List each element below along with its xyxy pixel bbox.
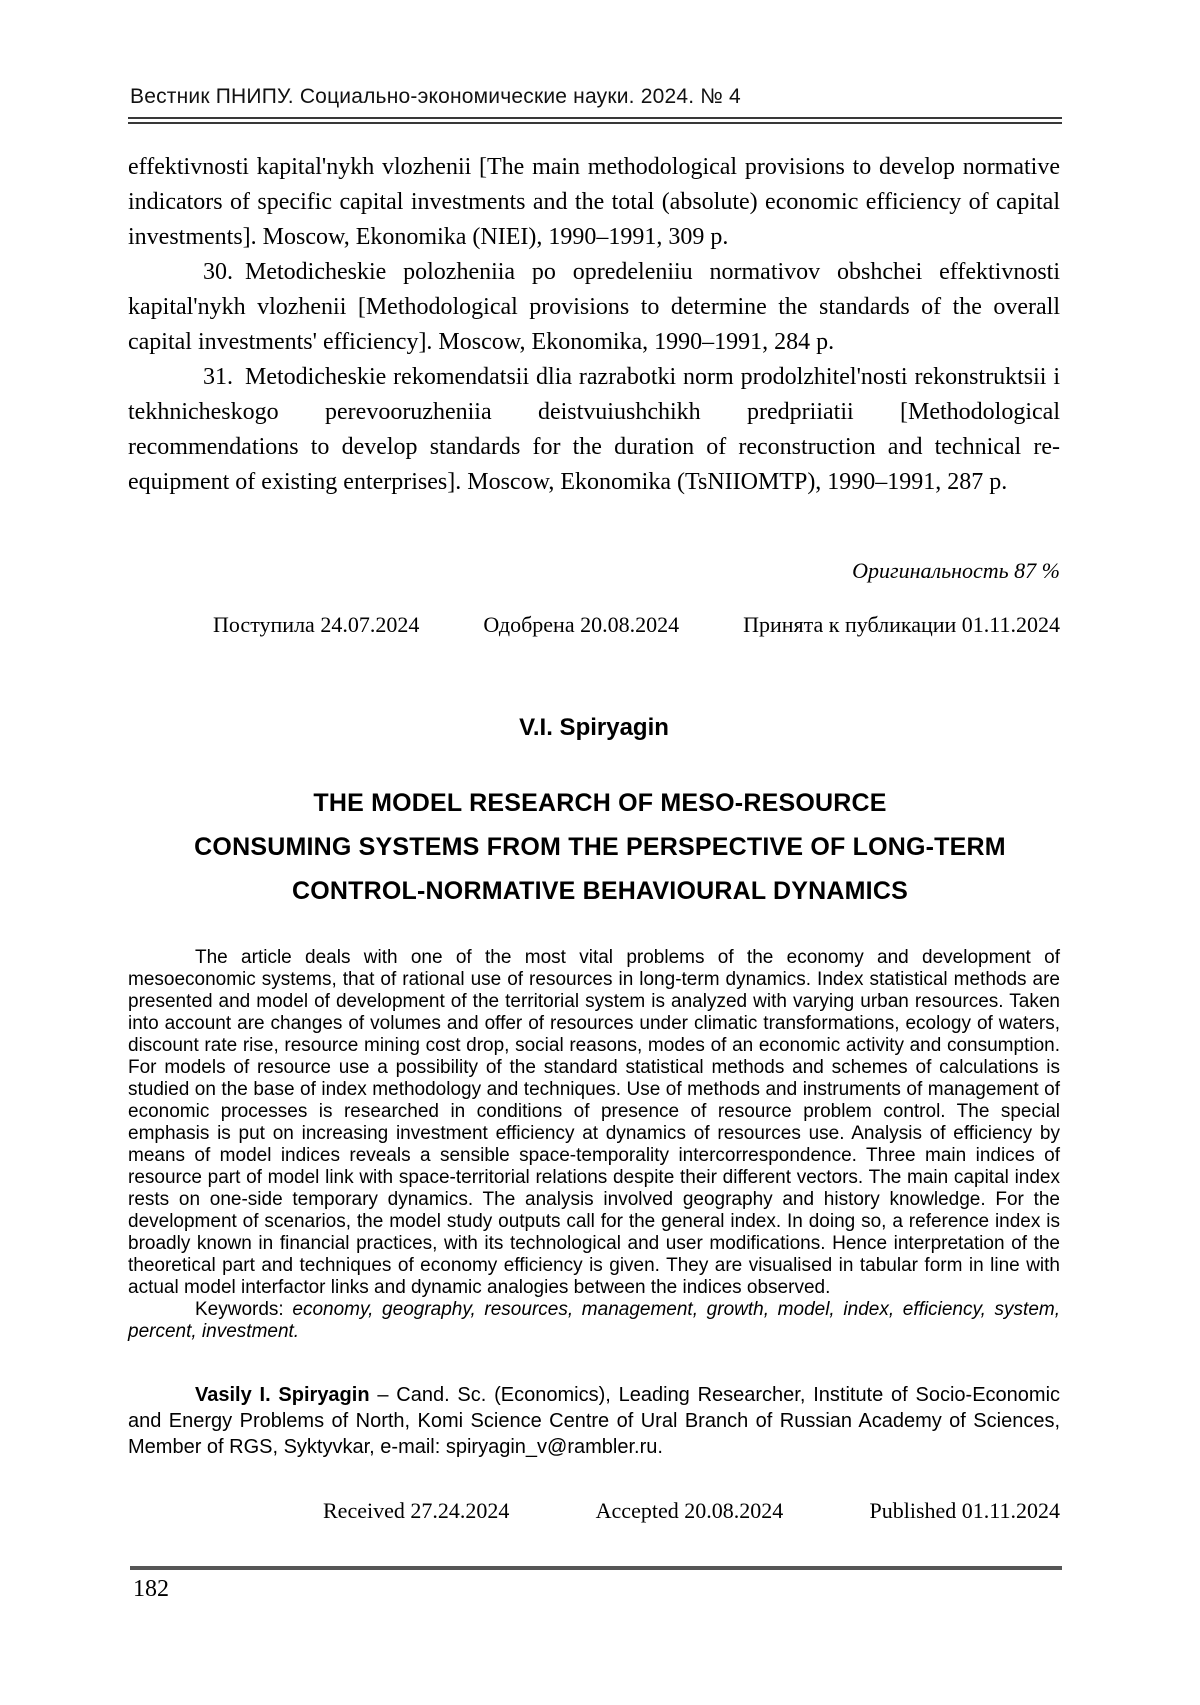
abstract-paragraph: The article deals with one of the most vital problems of the economy and development of mesoeconomic systems, that of rational use of resources in long-term dynamics. Index statistical methods are presented and model of development of the territorial system is analyzed with varying urban resources. Taken into account are changes of volumes and offer of resources under climatic transformations, ecology of waters, discount rate rise, resource mining cost drop, social reasons, modes of an economic activity and consumption. For models of resource use a possibility of the standard statistical methods and schemes of calculations is studied on the base of index methodology and techniques. Use of methods and instruments of management of economic processes is researched in conditions of presence of resource problem control. The special emphasis is put on increasing investment efficiency at dynamics of resources use. Analysis of efficiency by means of model indices reveals a sensible space-temporality intercorrespondence. Three main indices of resource part of model link with space-territorial relations despite their different vectors. The main capital index rests on one-side temporary dynamics. The analysis involved geography and history knowledge. For the development of scenarios, the model study outputs call for the general index. In doing so, a reference index is broadly known in financial practices, with its technological and user modifications. Hence interpretation of the theoretical part and techniques of economy efficiency is given. They are visualised in tabular form in line with actual model interfactor links and dynamic analogies between the indices observed.	[128, 947, 1060, 1298]
abstract-block	[128, 947, 1060, 1343]
references-section	[128, 150, 1060, 500]
reference-item: effektivnosti kapital'nykh vlozhenii [The main methodological provisions to develop normative indicators of specific capital investments and the total (absolute) economic efficiency of capital investments]. Moscow, Ekonomika (NIEI), 1990–1991, 309 p.	[128, 154, 1060, 250]
title-line-1: THE MODEL RESEARCH OF MESO-RESOURCE	[313, 789, 887, 817]
reference-item: 30. Metodicheskie polozheniia po opredeleniiu normativov obshchei effektivnosti kapital'nykh vlozhenii [Methodological provisions to determine the standards of the overall capital investments' efficiency]. Moscow, Ekonomika, 1990–1991, 284 p.	[128, 259, 1060, 355]
date-published-en: Published 01.11.2024	[869, 1498, 1060, 1523]
submission-dates-row	[128, 612, 1060, 638]
originality-note: Оригинальность 87 %	[852, 558, 1060, 583]
author-name: V.I. Spiryagin	[519, 714, 669, 741]
keywords-label: Keywords:	[195, 1299, 284, 1320]
keywords-paragraph	[128, 1299, 1060, 1343]
bio-details: – Cand. Sc. (Economics), Leading Researcher, Institute of Socio-Economic and Energy Problems of North, Komi Science Centre of Ural Branch of Russian Academy of Sciences, Member of RGS, Syktyvkar, e-mail: spiryagin_v@rambler.ru.	[128, 1384, 1061, 1458]
title-line-3: CONTROL-NORMATIVE BEHAVIOURAL DYNAMICS	[292, 877, 908, 905]
publication-dates-row	[128, 1498, 1060, 1524]
date-approved-ru: Одобрена 20.08.2024	[483, 612, 680, 637]
page-number: 182	[133, 1576, 169, 1602]
header-rule	[128, 117, 1062, 124]
keywords-list: economy, geography, resources, management, growth, model, index, efficiency, system, percent, investment.	[128, 1299, 1061, 1342]
author-bio	[128, 1382, 1060, 1460]
reference-item: 31. Metodicheskie rekomendatsii dlia razrabotki norm prodolzhitel'nosti rekonstruktsii i tekhnicheskogo perevooruzheniia deistvuiushchikh predpriiatii [Methodological recommendations to develop standards for the duration of reconstruction and technical re-equipment of existing enterprises]. Moscow, Ekonomika (TsNIIOMTP), 1990–1991, 287 p.	[128, 364, 1060, 495]
date-accepted-en: Accepted 20.08.2024	[595, 1498, 784, 1523]
date-accepted-publication-ru: Принята к публикации 01.11.2024	[743, 612, 1060, 637]
footer-rule	[130, 1566, 1062, 1570]
date-submitted-ru: Поступила 24.07.2024	[213, 612, 420, 637]
journal-header-title: Вестник ПНИПУ. Социально-экономические науки. 2024. № 4	[130, 85, 741, 108]
title-line-2: CONSUMING SYSTEMS FROM THE PERSPECTIVE OF LONG-TERM	[194, 833, 1006, 861]
date-received-en: Received 27.24.2024	[323, 1498, 510, 1523]
bio-author-name: Vasily I. Spiryagin	[195, 1384, 370, 1406]
article-title	[100, 781, 1100, 913]
